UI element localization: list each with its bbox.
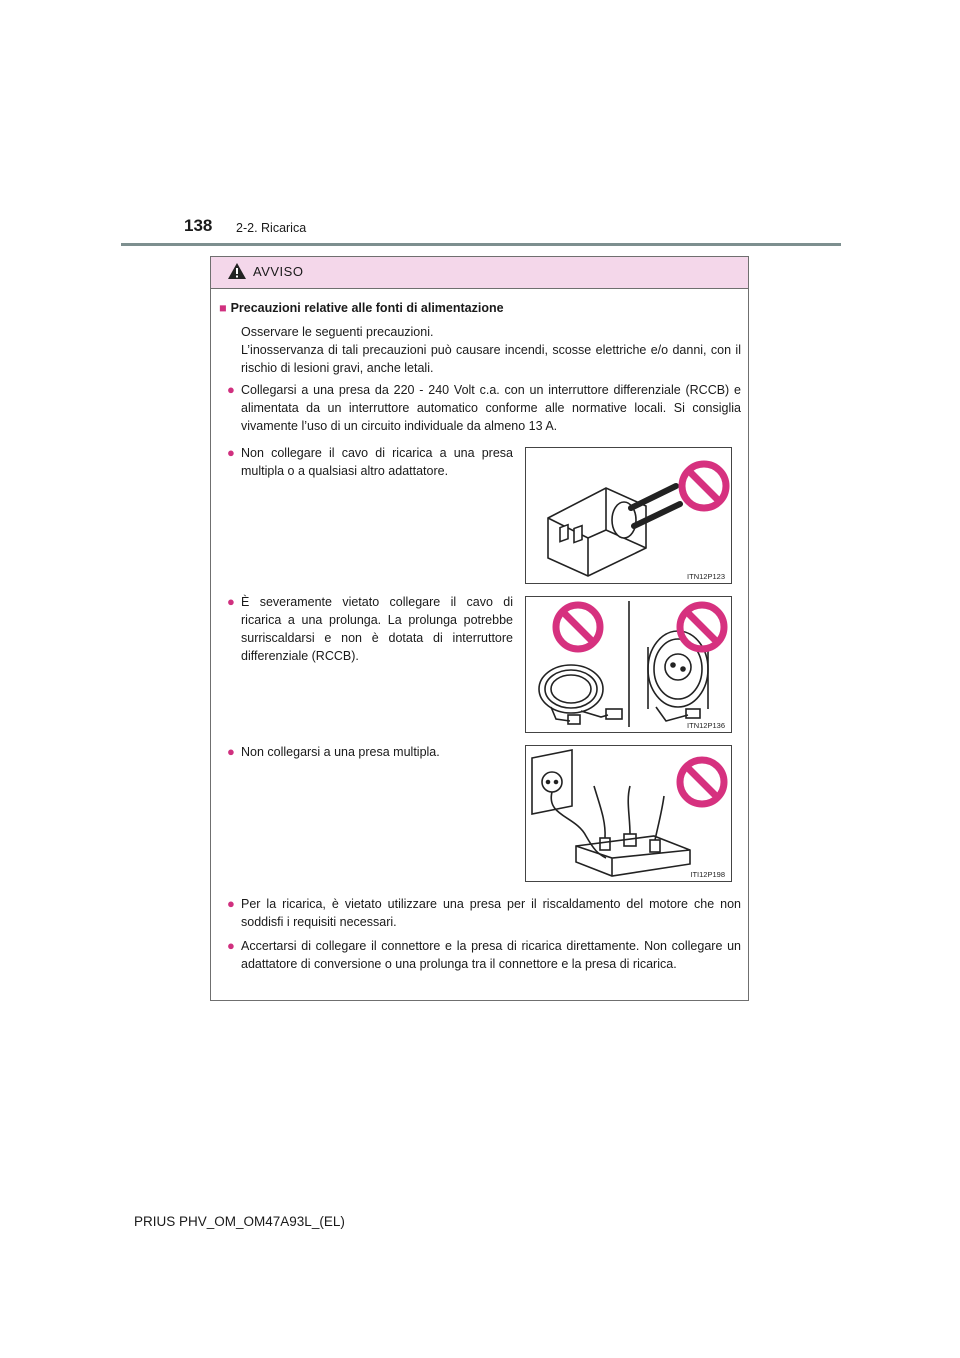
figure-code: ITN12P123 [687, 572, 725, 581]
warning-header [211, 257, 748, 289]
warning-intro [241, 323, 741, 377]
warning-item-6 [227, 937, 741, 973]
warning-item-4 [227, 743, 513, 761]
warning-label: AVVISO [253, 264, 304, 279]
warning-item-text: Collegarsi a una presa da 220 - 240 Volt c.a. con un interruttore differenziale (RCCB) e alimentata da un interruttore automatico conforme alle normative locali. Si consiglia vivamente l’uso di un circuito individuale da almeno 13 A. [241, 383, 741, 433]
warning-item-2 [227, 444, 513, 480]
figure-extension-cord [525, 596, 732, 733]
header-rule [121, 243, 841, 246]
warning-heading [219, 301, 504, 315]
section-title: 2-2. Ricarica [236, 221, 307, 235]
circle-bullet-icon: ● [227, 382, 235, 397]
circle-bullet-icon: ● [227, 938, 235, 953]
circle-bullet-icon: ● [227, 744, 235, 759]
figure-adapter [525, 447, 732, 584]
warning-item-text: Accertarsi di collegare il connettore e la presa di ricarica direttamente. Non collegare un adattatore di conversione o una prolunga tra il connettore e la presa di ricarica. [241, 939, 741, 971]
square-bullet-icon: ■ [219, 301, 227, 315]
intro-line-1: Osservare le seguenti precauzioni. [241, 325, 434, 339]
intro-line-2: L’inosservanza di tali precauzioni può causare incendi, scosse elettriche e/o danni, con il rischio di lesioni gravi, anche letali. [241, 343, 741, 375]
warning-box [210, 256, 749, 1001]
footer-code: PRIUS PHV_OM_OM47A93L_(EL) [134, 1214, 345, 1229]
warning-item-text: Non collegarsi a una presa multipla. [241, 745, 440, 759]
warning-item-3 [227, 593, 513, 665]
warning-triangle-icon [227, 262, 247, 285]
page-number: 138 [184, 216, 213, 235]
prohibition-icon [682, 464, 726, 508]
figure-code: ITI12P198 [690, 870, 725, 879]
figure-code: ITN12P136 [687, 721, 725, 730]
circle-bullet-icon: ● [227, 445, 235, 460]
warning-item-1 [227, 381, 741, 435]
circle-bullet-icon: ● [227, 594, 235, 609]
warning-item-text: Non collegare il cavo di ricarica a una presa multipla o a qualsiasi altro adattatore. [241, 446, 513, 478]
warning-item-text: Per la ricarica, è vietato utilizzare una presa per il riscaldamento del motore che non soddisfi i requisiti necessari. [241, 897, 741, 929]
circle-bullet-icon: ● [227, 896, 235, 911]
warning-heading-text: Precauzioni relative alle fonti di alimentazione [230, 301, 504, 315]
warning-item-text: È severamente vietato collegare il cavo di ricarica a una prolunga. La prolunga potrebbe surriscaldarsi e non è dotata di interruttore differenziale (RCCB). [241, 595, 513, 663]
figure-power-strip [525, 745, 732, 882]
prohibition-icon [680, 760, 724, 804]
warning-item-5 [227, 895, 741, 931]
